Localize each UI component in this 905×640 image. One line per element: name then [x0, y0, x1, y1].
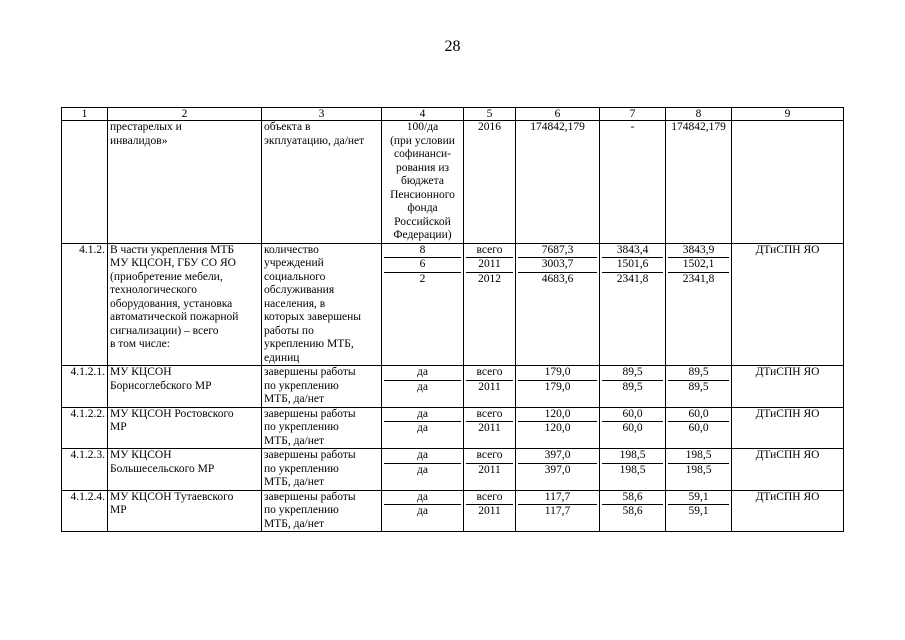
value-regional-cell: [666, 407, 732, 449]
value-year: всего: [466, 491, 513, 506]
table-row: [62, 366, 844, 408]
row-executor: ДТиСПН ЯО: [732, 449, 844, 491]
value-total-cell: [516, 490, 600, 532]
value-target: да: [384, 449, 461, 464]
value-total: 397,0: [544, 463, 571, 476]
value-regional-cell: [666, 490, 732, 532]
table-row: [62, 407, 844, 449]
value-year: 2016: [478, 121, 501, 133]
value-year: всего: [466, 449, 513, 464]
value-regional: 60,0: [688, 422, 709, 434]
header-cell: 7: [600, 108, 666, 121]
value-year: всего: [466, 366, 513, 381]
value-stack: [518, 366, 597, 394]
value-stack: [466, 491, 513, 519]
value-year: 2011: [466, 258, 513, 273]
value-stack: [384, 366, 461, 394]
value-target: да: [417, 463, 428, 476]
value-year-cell: [464, 243, 516, 366]
value-federal-cell: [600, 449, 666, 491]
value-target-cell: [382, 407, 464, 449]
header-cell: 4: [382, 108, 464, 121]
value-regional: 60,0: [668, 408, 729, 423]
value-regional: 89,5: [668, 366, 729, 381]
value-total-cell: [516, 366, 600, 408]
row-indicator: объекта в экплуатацию, да/нет: [262, 121, 382, 244]
value-year: 2011: [478, 380, 501, 393]
value-regional: 59,1: [668, 491, 729, 506]
value-target-cell: [382, 449, 464, 491]
value-federal-cell: [600, 121, 666, 244]
row-executor: ДТиСПН ЯО: [732, 366, 844, 408]
header-cell: 6: [516, 108, 600, 121]
value-year: всего: [466, 408, 513, 423]
value-target: да: [417, 505, 428, 517]
value-total: 120,0: [544, 422, 571, 434]
value-year: всего: [466, 244, 513, 259]
row-indicator: завершены работы по укреплению МТБ, да/нет: [262, 490, 382, 532]
value-target: 6: [384, 258, 461, 273]
value-stack: [384, 449, 461, 477]
value-target-cell: [382, 121, 464, 244]
value-target: 2: [419, 272, 426, 285]
value-regional-cell: [666, 243, 732, 366]
value-total-cell: [516, 121, 600, 244]
header-cell: 8: [666, 108, 732, 121]
value-federal-cell: [600, 366, 666, 408]
row-name: МУ КЦСОН Тутаевского МР: [108, 490, 262, 532]
value-regional: 198,5: [685, 463, 712, 476]
value-stack: [518, 408, 597, 436]
value-total: 179,0: [518, 366, 597, 381]
row-executor: [732, 121, 844, 244]
value-federal: 60,0: [622, 422, 643, 434]
header-cell: 1: [62, 108, 108, 121]
row-code: 4.1.2.3.: [62, 449, 108, 491]
value-federal: 2341,8: [616, 272, 649, 285]
value-stack: [602, 408, 663, 436]
value-federal: 58,6: [602, 491, 663, 506]
table-row: [62, 121, 844, 244]
value-target: да: [384, 491, 461, 506]
value-regional-cell: [666, 121, 732, 244]
value-stack: [602, 449, 663, 477]
value-stack: [384, 244, 461, 287]
page-number: 28: [444, 38, 461, 55]
value-target: да: [384, 408, 461, 423]
value-target: да: [417, 422, 428, 434]
value-year-cell: [464, 407, 516, 449]
row-executor: ДТиСПН ЯО: [732, 243, 844, 366]
header-cell: 9: [732, 108, 844, 121]
value-regional: 174842,179: [671, 121, 726, 133]
row-name: МУ КЦСОН Ростовского МР: [108, 407, 262, 449]
row-indicator: завершены работы по укреплению МТБ, да/нет: [262, 366, 382, 408]
row-code: [62, 121, 108, 244]
value-stack: [602, 244, 663, 287]
value-total: 3003,7: [518, 258, 597, 273]
value-total: 120,0: [518, 408, 597, 423]
value-stack: [518, 244, 597, 287]
value-stack: [466, 449, 513, 477]
value-federal: 198,5: [619, 463, 646, 476]
table-row: [62, 243, 844, 366]
value-federal-cell: [600, 243, 666, 366]
row-code: 4.1.2.4.: [62, 490, 108, 532]
row-name: МУ КЦСОН Большесельского МР: [108, 449, 262, 491]
value-stack: [668, 491, 729, 519]
value-total: 174842,179: [530, 121, 585, 133]
value-year-cell: [464, 490, 516, 532]
value-regional: 2341,8: [682, 272, 715, 285]
value-year-cell: [464, 366, 516, 408]
value-regional-cell: [666, 449, 732, 491]
value-stack: [602, 121, 663, 135]
header-row: [62, 108, 844, 121]
row-indicator: количество учреждений социального обслуживания населения, в которых завершены работы по укреплению МТБ, единиц: [262, 243, 382, 366]
value-total: 397,0: [518, 449, 597, 464]
value-federal-cell: [600, 490, 666, 532]
row-executor: ДТиСПН ЯО: [732, 490, 844, 532]
value-federal: 89,5: [602, 366, 663, 381]
value-stack: [668, 244, 729, 287]
value-stack: [602, 491, 663, 519]
value-total: 4683,6: [541, 272, 574, 285]
value-total-cell: [516, 243, 600, 366]
value-stack: [668, 121, 729, 135]
value-federal: 1501,6: [602, 258, 663, 273]
value-total: 179,0: [544, 380, 571, 393]
row-executor: ДТиСПН ЯО: [732, 407, 844, 449]
value-year-cell: [464, 449, 516, 491]
value-regional: 89,5: [688, 380, 709, 393]
row-code: 4.1.2.2.: [62, 407, 108, 449]
value-stack: [668, 408, 729, 436]
value-regional-cell: [666, 366, 732, 408]
value-stack: [518, 491, 597, 519]
program-table: [61, 107, 844, 532]
value-regional: 3843,9: [668, 244, 729, 259]
value-stack: [466, 366, 513, 394]
table-row: [62, 490, 844, 532]
value-regional: 1502,1: [668, 258, 729, 273]
value-stack: [668, 449, 729, 477]
value-stack: [518, 121, 597, 135]
value-target-cell: [382, 243, 464, 366]
value-target: да: [417, 380, 428, 393]
value-total: 117,7: [518, 491, 597, 506]
value-target: да: [384, 366, 461, 381]
value-stack: [466, 121, 513, 135]
value-year: 2011: [478, 422, 501, 434]
value-total-cell: [516, 407, 600, 449]
header-cell: 5: [464, 108, 516, 121]
value-target-cell: [382, 366, 464, 408]
row-name: В части укрепления МТБ МУ КЦСОН, ГБУ СО ЯО (приобретение мебели, технологического оборудования, установка автоматической пожарной сигнализации) – всего в том числе:: [108, 243, 262, 366]
value-target: 8: [384, 244, 461, 259]
row-code: 4.1.2.: [62, 243, 108, 366]
value-federal: 89,5: [622, 380, 643, 393]
value-year-cell: [464, 121, 516, 244]
value-stack: [668, 366, 729, 394]
row-name: МУ КЦСОН Борисоглебского МР: [108, 366, 262, 408]
value-total: 7687,3: [518, 244, 597, 259]
value-federal-cell: [600, 407, 666, 449]
value-regional: 198,5: [668, 449, 729, 464]
row-indicator: завершены работы по укреплению МТБ, да/нет: [262, 449, 382, 491]
value-target-cell: [382, 490, 464, 532]
value-federal: 58,6: [622, 505, 643, 517]
value-regional: 59,1: [688, 505, 709, 517]
value-year: 2011: [478, 505, 501, 517]
value-stack: [384, 408, 461, 436]
value-total-cell: [516, 449, 600, 491]
value-year: 2012: [478, 272, 501, 285]
value-stack: [466, 244, 513, 287]
value-stack: [466, 408, 513, 436]
value-stack: [384, 491, 461, 519]
value-federal: -: [630, 121, 635, 133]
value-stack: [518, 449, 597, 477]
value-federal: 3843,4: [602, 244, 663, 259]
value-target: 100/да (при условии софинанси- рования из бюджета Пенсионного фонда Российской Федерации): [390, 121, 455, 241]
header-cell: 2: [108, 108, 262, 121]
row-indicator: завершены работы по укреплению МТБ, да/нет: [262, 407, 382, 449]
value-stack: [602, 366, 663, 394]
header-cell: 3: [262, 108, 382, 121]
value-total: 117,7: [544, 505, 571, 517]
row-code: 4.1.2.1.: [62, 366, 108, 408]
table-row: [62, 449, 844, 491]
value-year: 2011: [478, 463, 501, 476]
value-stack: [384, 121, 461, 243]
value-federal: 60,0: [602, 408, 663, 423]
value-federal: 198,5: [602, 449, 663, 464]
row-name: престарелых и инвалидов»: [108, 121, 262, 244]
